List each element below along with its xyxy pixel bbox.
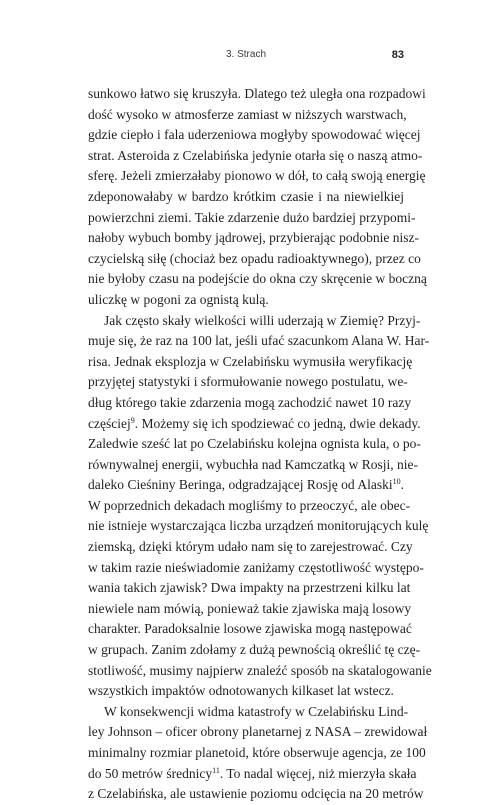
text-line-content: nie byłoby czasu na podejście do okna czy skręcenie w boczną	[88, 271, 427, 287]
text-line-content: uliczkę w pogoni za ognistą kulą.	[88, 291, 269, 307]
text-line-content: gdzie ciepło i fala uderzeniowa mogłyby spowodować więcej	[88, 127, 421, 143]
text-line-content: sferę. Jeżeli zmierzałaby pionowo w dół, to całą swoją energię	[88, 168, 426, 184]
text-line-content: risa. Jednak eksplozja w Czelabińsku wymusiła weryfikację	[88, 353, 413, 369]
text-line	[88, 496, 411, 517]
text-line-content: daleko Cieśniny Beringa, odgradzającej Rosję od Alaski	[88, 477, 393, 493]
text-line	[88, 125, 421, 146]
text-line-content: wania takich zjawisk? Dwa impakty na przestrzeni kilku lat	[88, 580, 411, 596]
text-line-content: stotliwość, musimy najpierw znaleźć sposób na skatalogowanie	[88, 662, 432, 678]
text-line	[88, 393, 412, 414]
text-line	[88, 640, 421, 661]
text-line	[88, 599, 412, 620]
text-line-content: wszystkich impaktów odnotowanych kilkaset lat wstecz.	[88, 683, 394, 699]
text-line	[88, 455, 419, 476]
text-line	[88, 352, 413, 373]
text-line-content: przyjętej statystyki i sformułowanie nowego postulatu, we-	[88, 374, 408, 390]
text-line	[88, 537, 413, 558]
text-line-content: częściej	[88, 415, 131, 431]
text-line-content: nałoby wybuch bomby jądrowej, przybierając podobnie nisz-	[88, 230, 420, 246]
text-line-content: czycielską siłę (chociaż bez opadu radioaktywnego), przez co	[88, 250, 421, 266]
footnote-marker: 10	[392, 477, 401, 487]
text-line-content: dość wysoko w atmosferze zamiast w niższych warstwach,	[88, 106, 407, 122]
text-line	[88, 414, 421, 435]
text-line-content: zdeponowałaby w bardzo krótkim czasie i na niewielkiej	[88, 188, 404, 204]
text-line	[88, 187, 404, 208]
text-line	[88, 372, 408, 393]
text-line	[88, 578, 411, 599]
text-line-content: w grupach. Zanim zdołamy z dużą pewnością określić tę czę-	[88, 642, 421, 658]
text-line-continuation: . To nadal więcej, niż mierzyła skała	[219, 765, 417, 781]
text-line-content: W poprzednich dekadach mogliśmy to przeoczyć, ale obec-	[88, 497, 411, 513]
text-line	[88, 166, 426, 187]
text-line-continuation: . Możemy się ich spodziewać co jedną, dwie dekady.	[134, 415, 421, 431]
text-line-content: W konsekwencji widma katastrofy w Czelabińsku Lind-	[104, 703, 409, 719]
text-line	[88, 434, 421, 455]
page-header	[88, 47, 404, 63]
text-line	[88, 311, 421, 332]
text-line-content: Zaledwie sześć lat po Czelabińsku kolejna ognista kula, o po-	[88, 436, 421, 452]
text-line	[88, 228, 420, 249]
text-line-content: dług którego takie zdarzenia mogą zachodzić nawet 10 razy	[88, 394, 412, 410]
text-line	[88, 764, 417, 785]
text-line	[88, 475, 404, 496]
text-line	[88, 146, 423, 167]
text-line-content: do 50 metrów średnicy	[88, 765, 213, 781]
text-line-content: równywalnej energii, wybuchła nad Kamczatką w Rosji, nie-	[88, 456, 419, 472]
text-line-content: charakter. Paradoksalnie losowe zjawiska mogą następować	[88, 621, 412, 637]
text-line	[88, 331, 430, 352]
text-line	[88, 661, 432, 682]
text-line	[88, 743, 426, 764]
text-line-content: ley Johnson – oficer obrony planetarnej z NASA – zrewidował	[88, 724, 428, 740]
text-line	[88, 290, 404, 311]
text-line-content: Jak często skały wielkości willi uderzają w Ziemię? Przyj-	[104, 312, 421, 328]
text-line	[88, 784, 424, 805]
text-line-continuation: .	[400, 477, 404, 493]
text-line-content: niewiele nam mówią, ponieważ takie zjawiska mają losowy	[88, 600, 412, 616]
text-line	[88, 269, 427, 290]
page-number: 83	[391, 49, 404, 61]
footnote-marker: 11	[212, 765, 220, 775]
text-line	[88, 84, 426, 105]
text-line-content: w takim razie nieświadomie zaniżamy częstotliwość występo-	[88, 559, 424, 575]
text-line	[88, 208, 416, 229]
text-line-content: minimalny rozmiar planetoid, które obserwuje agencja, ze 100	[88, 745, 426, 760]
body-text	[88, 84, 432, 805]
text-line	[88, 702, 409, 723]
footnote-marker: 9	[130, 415, 135, 425]
text-line	[88, 105, 407, 126]
text-line	[88, 722, 428, 743]
text-line	[88, 681, 404, 702]
text-line	[88, 516, 429, 537]
text-line-content: powierzchni ziemi. Takie zdarzenie dużo bardziej przypomi-	[88, 209, 416, 225]
text-line-content: sunkowo łatwo się kruszyła. Dlatego też uległa ona rozpadowi	[88, 86, 426, 101]
text-line	[88, 619, 412, 640]
text-line-content: nie istnieje wystarczająca liczba urządzeń monitorujących kulę	[88, 518, 429, 534]
text-line	[88, 558, 424, 579]
text-line-content: z Czelabińska, ale ustawienie poziomu odcięcia na 20 metrów	[88, 786, 424, 802]
text-line-content: muje się, że raz na 100 lat, jeśli ufać szacunkom Alana W. Har-	[88, 333, 430, 349]
running-head-chapter: 3. Strach	[225, 49, 267, 60]
text-line-content: ziemską, dzięki którym udało nam się to zarejestrować. Czy	[88, 539, 413, 555]
text-line	[88, 249, 421, 270]
text-line-content: strat. Asteroida z Czelabińska jedynie otarła się o naszą atmo-	[88, 147, 423, 163]
